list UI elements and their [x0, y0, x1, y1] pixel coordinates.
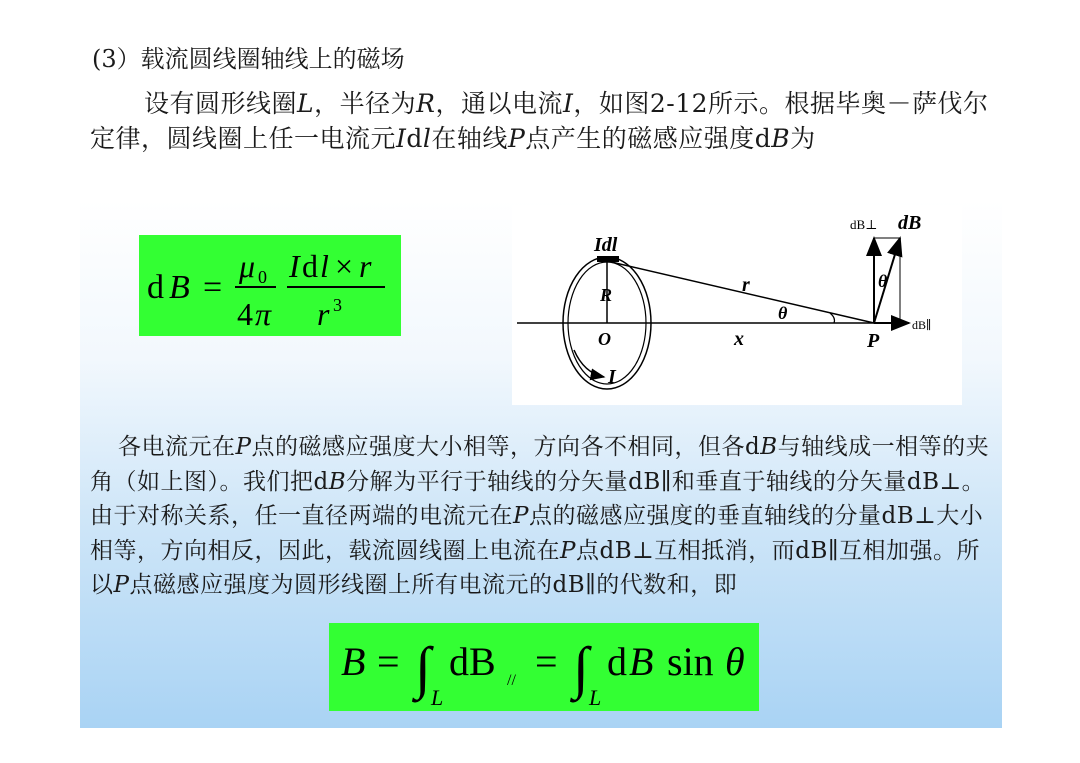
svg-text:∫: ∫ — [573, 635, 589, 700]
intro-paragraph: 设有圆形线圈L，半径为R，通以电流I，如图2-12所示。根据毕奥－萨伐尔定律，圆线圈上任一电流元Idl在轴线P点产生的磁感应强度dB为 — [90, 89, 989, 153]
svg-text:dB⊥: dB⊥ — [850, 217, 878, 232]
explanation-paragraph: 各电流元在P点的磁感应强度大小相等，方向各不相同，但各dB与轴线成一相等的夹角（如上图）。我们把dB分解为平行于轴线的分矢量dB∥和垂直于轴线的分矢量dB⊥。由于对称关系，任一直径两端的电流元在P点的磁感应强度的垂直轴线的分量dB⊥大小相等，方向相反，因此，载流圆线圈上电流在P点dB⊥互相抵消，而dB∥互相加强。所以P点磁感应强度为圆形线圈上所有电流元的dB∥的代数和，即 — [90, 434, 990, 598]
integral-formula — [329, 623, 759, 711]
svg-text:sin: sin — [667, 639, 714, 684]
svg-text:4: 4 — [237, 296, 253, 332]
svg-text://: // — [507, 672, 516, 689]
svg-text:dB: dB — [449, 639, 496, 684]
svg-text:=: = — [203, 269, 223, 306]
svg-text:θ: θ — [878, 271, 888, 291]
loop-field-diagram — [512, 205, 962, 405]
svg-text:π: π — [255, 296, 272, 332]
svg-text:r: r — [742, 274, 750, 296]
svg-text:I: I — [608, 366, 616, 388]
svg-text:O: O — [598, 329, 611, 349]
svg-text:B: B — [169, 269, 190, 306]
svg-text:d: d — [302, 248, 318, 284]
svg-text:x: x — [734, 328, 744, 350]
svg-text:L: L — [589, 685, 602, 710]
svg-text:l: l — [320, 248, 329, 284]
svg-text:θ: θ — [778, 303, 788, 323]
svg-text:d: d — [607, 639, 627, 684]
svg-text:θ: θ — [725, 639, 745, 684]
svg-text:R: R — [600, 285, 613, 305]
svg-text:r: r — [359, 248, 372, 284]
svg-text:∫: ∫ — [415, 635, 431, 700]
svg-text:=: = — [377, 639, 400, 684]
svg-text:dB: dB — [898, 212, 922, 234]
svg-text:P: P — [867, 330, 880, 352]
svg-text:r: r — [317, 296, 330, 332]
svg-text:Idl: Idl — [594, 234, 618, 256]
svg-text:μ: μ — [239, 248, 256, 284]
svg-text:L: L — [431, 685, 444, 710]
biot-savart-formula — [139, 235, 401, 336]
svg-text:3: 3 — [333, 295, 342, 315]
svg-text:B: B — [341, 639, 366, 684]
svg-text:d: d — [147, 269, 164, 306]
svg-text:0: 0 — [258, 267, 267, 287]
section-heading: (3）载流圆线圈轴线上的磁场 — [92, 45, 405, 73]
svg-text:I: I — [289, 248, 300, 284]
svg-text:×: × — [335, 248, 354, 284]
svg-text:B: B — [629, 639, 654, 684]
svg-text:dB∥: dB∥ — [912, 318, 932, 332]
svg-text:=: = — [535, 639, 558, 684]
